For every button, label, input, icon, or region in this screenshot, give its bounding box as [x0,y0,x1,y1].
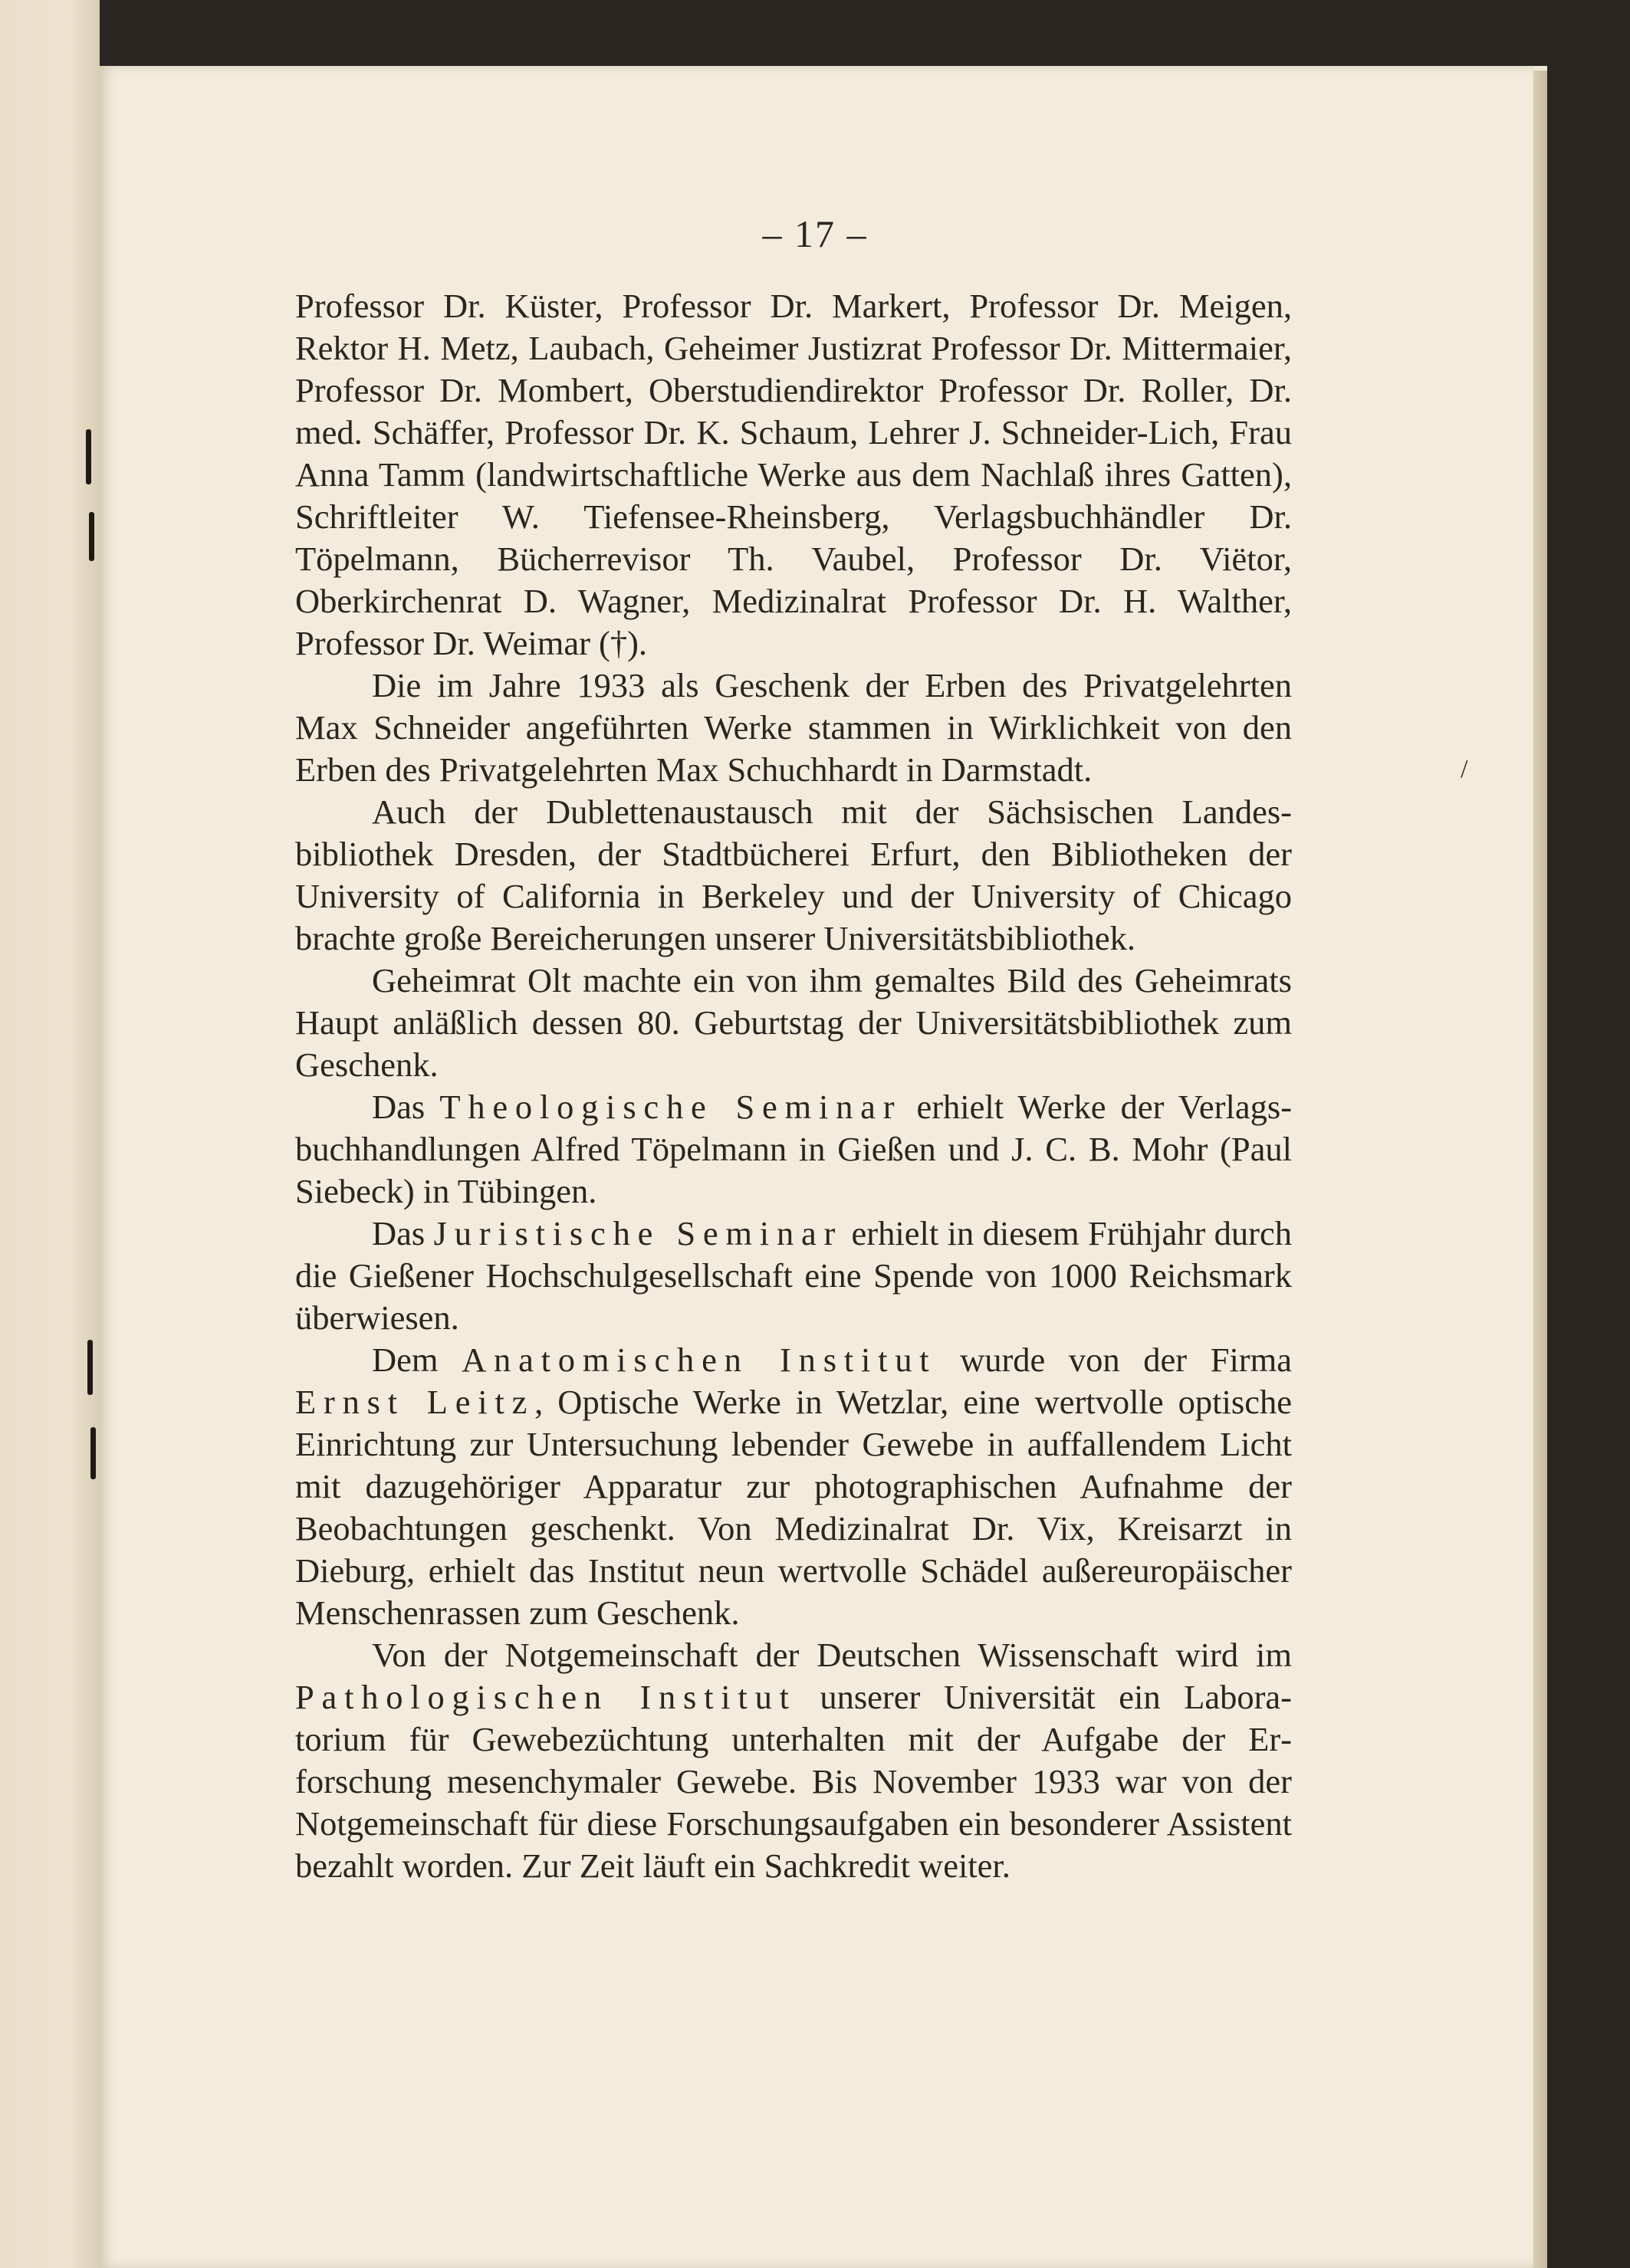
paragraph [295,791,1292,960]
paragraph-text: Die im Jahre 1933 als Geschenk der Erben des Privatgelehrten Max Schneider angeführten Werke stammen in Wirklichkeit von den Erben des Privatgelehrten Max Schuchhardt in Darmstadt. [295,666,1292,789]
paragraph-text: unserer Universität ein Laboratorium für Gewebezüchtung unterhalten mit der Aufgabe der Erforschung mesenchymaler Gewebe. Bis November 1933 war von der Notgemeinschaft für diese Forschungsaufgaben ein besonderer Assistent bezahlt worden. Zur Zeit läuft ein Sachkredit weiter. [295,1678,1292,1885]
paragraph-text: , Optische Werke in Wetzlar, eine wertvolle optische Einrichtung zur Untersuchung lebender Gewebe in auffallendem Licht mit dazugehöriger Apparatur zur photographischen Aufnahme der Beobachtungen geschenkt. Von Medizinalrat Dr. Vix, Kreisarzt in Dieburg, erhielt das Institut neun wertvolle Schädel außereuropäischer Menschenrassen zum Geschenk. [295,1383,1292,1632]
spaced-emphasis: Pathologischen Institut [295,1678,797,1716]
page-edge-shadow [1533,71,1547,2268]
margin-mark: / [1461,755,1468,783]
paragraph [295,1086,1292,1213]
previous-page-edge [0,0,100,2268]
paragraph [295,665,1292,791]
binding-thread-mark [89,512,94,561]
binding-thread-mark [87,1340,93,1395]
spaced-emphasis: Juristische Seminar [433,1214,843,1252]
paragraph-text: wurde von der Firma [936,1341,1292,1379]
paragraph-text: Geheimrat Olt machte ein von ihm gemaltes Bild des Geheimrats Haupt anläßlich dessen 80. Geburtstag der Universitätsbibliothek zum Geschenk. [295,961,1292,1084]
paragraph-text: Das [372,1214,434,1252]
paragraph-text: Auch der Dublettenaustausch mit der Sächsischen Landesbibliothek Dresden, der Stadtbücherei Erfurt, den Bibliotheken der University of California in Berkeley und der University of Chicago brachte große Bereicherungen unserer Universitätsbibliothek. [295,793,1292,957]
spaced-emphasis: Anatomischen Institut [462,1341,937,1379]
paragraph-text: Das [372,1088,440,1126]
scan-background-right [1547,0,1630,2268]
binding-thread-mark [90,1427,96,1479]
paragraph-text: Von der Notgemeinschaft der Deutschen Wissenschaft wird im [372,1636,1292,1674]
paragraph [295,1213,1292,1339]
paragraph [295,285,1292,665]
paragraph [295,960,1292,1086]
spaced-emphasis: Theologische Seminar [439,1088,902,1126]
paragraph-text: erhielt Werke der Verlagsbuchhandlungen Alfred Töpelmann in Gießen und J. C. B. Mohr (Paul Siebeck) in Tübingen. [295,1088,1293,1210]
binding-thread-mark [86,429,91,484]
paragraph [295,1634,1292,1887]
paragraph-text: Dem [372,1341,462,1379]
paragraph-text: Professor Dr. Küster, Professor Dr. Markert, Professor Dr. Meigen, Rektor H. Metz, Laubach, Geheimer Justizrat Professor Dr. Mittermaier, Professor Dr. Mombert, Oberstudiendirektor Professor Dr. Roller, Dr. med. Schäffer, Professor Dr. K. Schaum, Lehrer J. Schneider-Lich, Frau Anna Tamm (landwirtschaftliche Werke aus dem Nachlaß ihres Gatten), Schriftleiter W. Tiefensee-Rheinsberg, Verlagsbuchhändler Dr. Töpelmann, Bücherrevisor Th. Vaubel, Professor Dr. Viëtor, Oberkirchenrat D. Wagner, Medizinalrat Professor Dr. H. Walther, Professor Dr. Weimar (†). [295,287,1292,662]
page-number: – 17 – [762,212,868,255]
body-text [295,285,1292,1887]
spaced-emphasis: Ernst Leitz [295,1383,535,1421]
paragraph-text: erhielt in diesem Frühjahr durch die Gießener Hochschulgesellschaft eine Spende von 1000 Reichsmark überwiesen. [295,1214,1292,1337]
scan-background-top [0,0,1630,66]
paragraph [295,1339,1292,1634]
